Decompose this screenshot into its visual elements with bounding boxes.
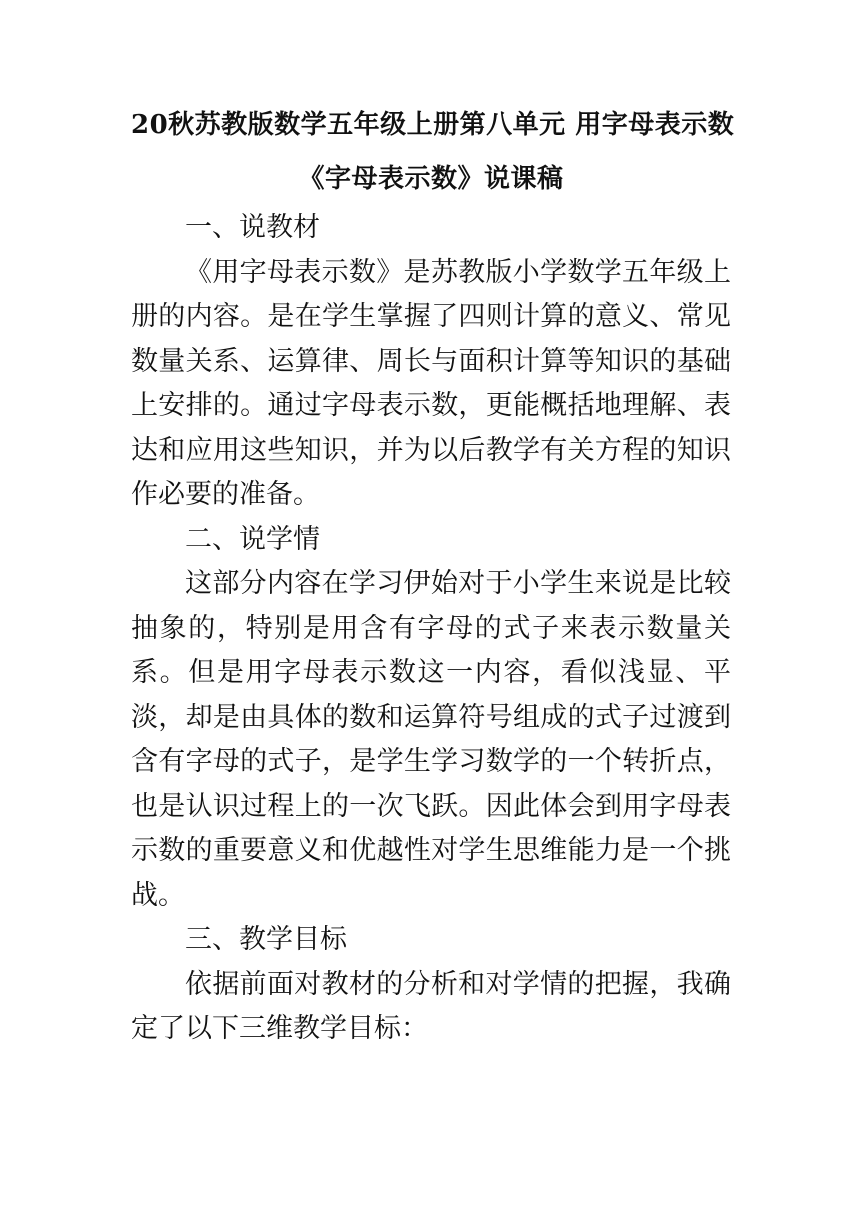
paragraph-students: 这部分内容在学习伊始对于小学生来说是比较抽象的，特别是用含有字母的式子来表示数量关系。但是用字母表示数这一内容，看似浅显、平淡，却是由具体的数和运算符号组成的式子过渡到含有字母的式子，是学生学习数学的一个转折点，也是认识过程上的一次飞跃。因此体会到用字母表示数的重要意义和优越性对学生思维能力是一个挑战。 — [131, 568, 731, 911]
document-title-line-1: 20秋苏教版数学五年级上册第八单元 用字母表示数 — [131, 110, 735, 140]
section-heading-textbook: 一、说教材 — [185, 212, 320, 243]
document-title-line-2: 《字母表示数》说课稿 — [298, 164, 564, 194]
document-body — [131, 98, 735, 1052]
paragraph-objectives: 依据前面对教材的分析和对学情的把握，我确定了以下三维教学目标： — [131, 968, 731, 1044]
section-heading-objectives: 三、教学目标 — [185, 924, 347, 955]
section-heading-students: 二、说学情 — [185, 523, 320, 555]
paragraph-textbook: 《用字母表示数》是苏教版小学数学五年级上册的内容。是在学生掌握了四则计算的意义、常见数量关系、运算律、周长与面积计算等知识的基础上安排的。通过字母表示数，更能概括地理解、表达和应用这些知识，并为以后教学有关方程的知识作必要的准备。 — [131, 256, 731, 510]
